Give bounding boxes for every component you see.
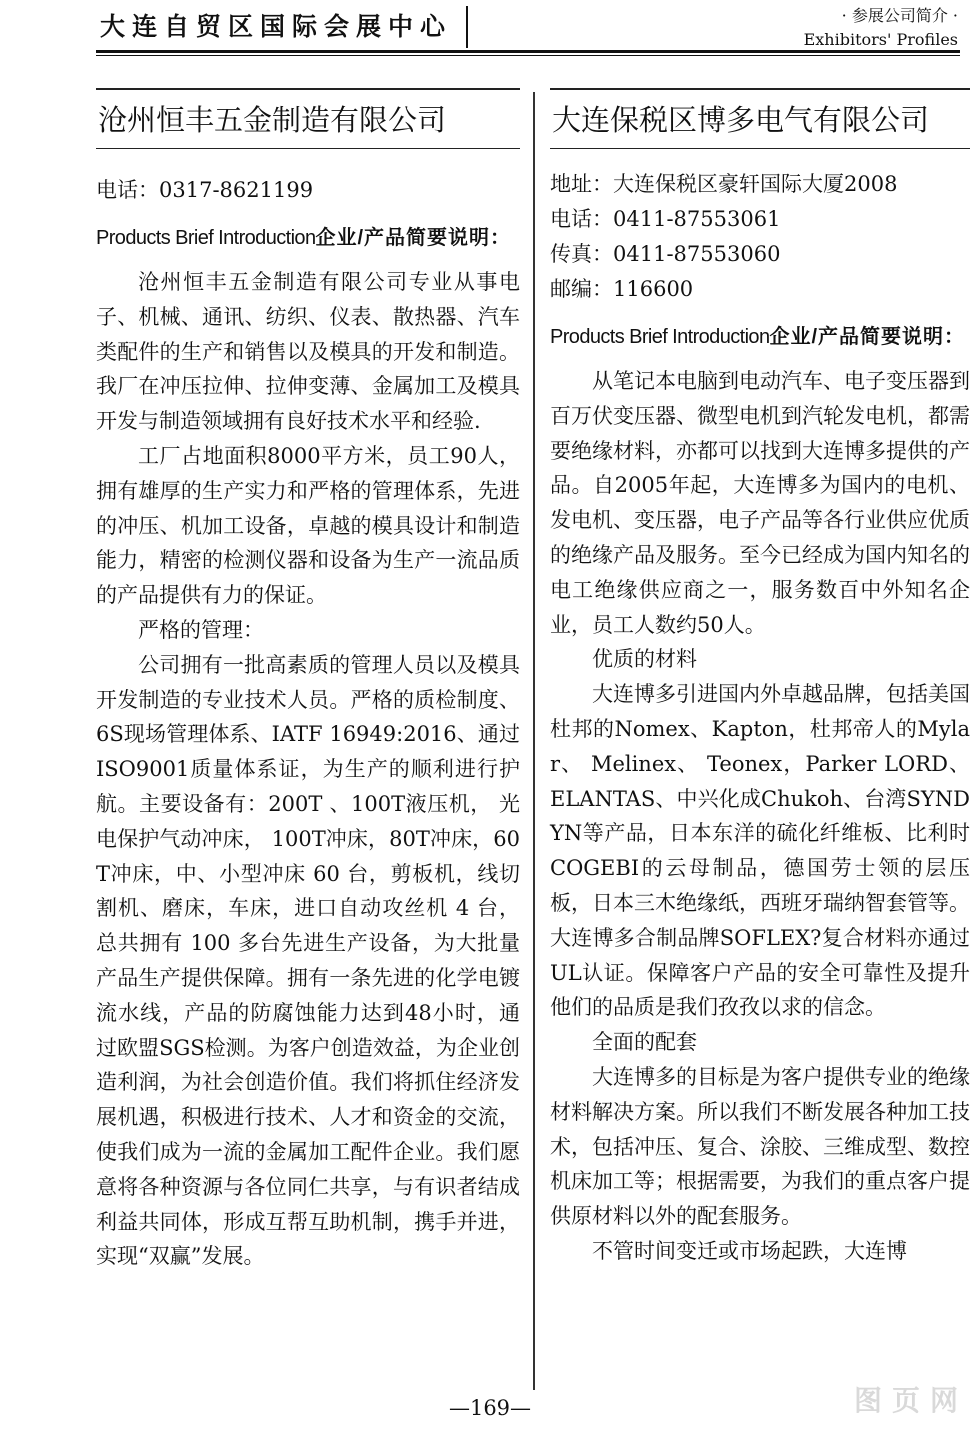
left-phone: 电话：0317-8621199 (96, 178, 314, 202)
right-phone: 电话：0411-87553061 (550, 207, 781, 231)
right-company-profile (550, 88, 970, 1269)
left-top-rule (96, 88, 520, 90)
right-paragraph-4: 不管时间变迁或市场起跌，大连博 (592, 1238, 907, 1263)
left-title-rule (96, 148, 520, 149)
left-company-profile (96, 88, 520, 1274)
right-intro-en: Products Brief Introduction (550, 326, 770, 348)
watermark-logo: 图页网 (853, 1384, 968, 1417)
header-title: 大连自贸区国际会展中心 (96, 6, 468, 48)
right-subheading-support: 全面的配套 (592, 1030, 697, 1055)
left-intro-heading (96, 224, 520, 252)
header-section-cn: · 参展公司简介 · (841, 6, 958, 25)
left-paragraph-1: 沧州恒丰五金制造有限公司专业从事电子、机械、通讯、纺织、仪表、散热器、汽车类配件的生产和销售以及模具的开发和制造。我厂在冲压拉伸、拉伸变薄、金属加工及模具开发与制造领域拥有良好技术水平和经验. (96, 270, 520, 434)
right-intro-heading (550, 323, 970, 351)
right-paragraph-3: 大连博多的目标是为客户提供专业的绝缘材料解决方案。所以我们不断发展各种加工技术，包括冲压、复合、涂胶、三维成型、数控机床加工等；根据需要，为我们的重点客户提供原材料以外的配套服务。 (550, 1064, 970, 1229)
header-section (804, 4, 958, 52)
column-divider (533, 92, 535, 1390)
right-subheading-materials: 优质的材料 (592, 647, 697, 672)
left-intro-en: Products Brief Introduction (96, 227, 316, 249)
left-company-name: 沧州恒丰五金制造有限公司 (98, 103, 447, 137)
right-paragraph-2: 大连博多引进国内外卓越品牌，包括美国杜邦的Nomex、Kapton，杜邦帝人的Mylar、 Melinex、 Teonex，Parker LORD、 ELANTAS、中兴化成Chukoh、台湾SYNDYN等产品，日本东洋的硫化纤维板、比利时COGEBI的云母制品，德国劳士领的层压板，日本三木绝缘纸，西班牙瑞纳智套管等。大连博多合制品牌SOFLEX?复合材料亦通过UL认证。保障客户产品的安全可靠性及提升他们的品质是我们孜孜以求的信念。 (550, 682, 970, 1020)
left-paragraph-3: 公司拥有一批高素质的管理人员以及模具开发制造的专业技术人员。严格的质检制度、6S现场管理体系、IATF 16949:2016、通过ISO9001质量体系证，为生产的顺利进行护航。主要设备有：200T 、100T液压机， 光电保护气动冲床， 100T冲床，80T冲床，60T冲床，中、小型冲床 60 台，剪板机，线切割机、磨床，车床，进口自动攻丝机 4 台，总共拥有 100 多台先进生产设备，为大批量产品生产提供保障。拥有一条先进的化学电镀流水线，产品的防腐蚀能力达到48小时，通过欧盟SGS检测。为客户创造效益，为企业创造利润，为社会创造价值。我们将抓住经济发展机遇，积极进行技术、人才和资金的交流，使我们成为一流的金属加工配件企业。我们愿意将各种资源与各位同仁共享，与有识者结成利益共同体，形成互帮互助机制，携手并进，实现“双赢”发展。 (96, 652, 520, 1269)
page-number: —169— (448, 1396, 532, 1420)
right-postcode: 邮编：116600 (550, 277, 694, 301)
right-top-rule (550, 88, 970, 90)
left-subheading-management: 严格的管理： (138, 617, 264, 642)
right-intro-cn: 企业/产品简要说明： (769, 326, 966, 348)
right-contacts (550, 167, 970, 307)
right-title-rule (550, 148, 970, 149)
left-intro-cn: 企业/产品简要说明： (315, 227, 512, 249)
right-fax: 传真：0411-87553060 (550, 242, 781, 266)
header-section-en: Exhibitors' Profiles (803, 30, 958, 49)
left-paragraph-2: 工厂占地面积8000平方米，员工90人，拥有雄厚的生产实力和严格的管理体系，先进的冲压、机加工设备，卓越的模具设计和制造能力，精密的检测仪器和设备为生产一流品质的产品提供有力的保证。 (96, 443, 520, 608)
header-rule (96, 50, 960, 53)
header-rule-thin (96, 55, 960, 56)
right-address: 地址：大连保税区豪轩国际大厦2008 (550, 172, 898, 196)
right-paragraph-1: 从笔记本电脑到电动汽车、电子变压器到百万伏变压器、微型电机到汽轮发电机，都需要绝缘材料，亦都可以找到大连博多提供的产品。自2005年起，大连博多为国内的电机、发电机、变压器，电子产品等各行业供应优质的绝缘产品及服务。至今已经成为国内知名的电工绝缘供应商之一，服务数百中外知名企业，员工人数约50人。 (550, 369, 970, 637)
right-company-name: 大连保税区博多电气有限公司 (552, 103, 930, 137)
